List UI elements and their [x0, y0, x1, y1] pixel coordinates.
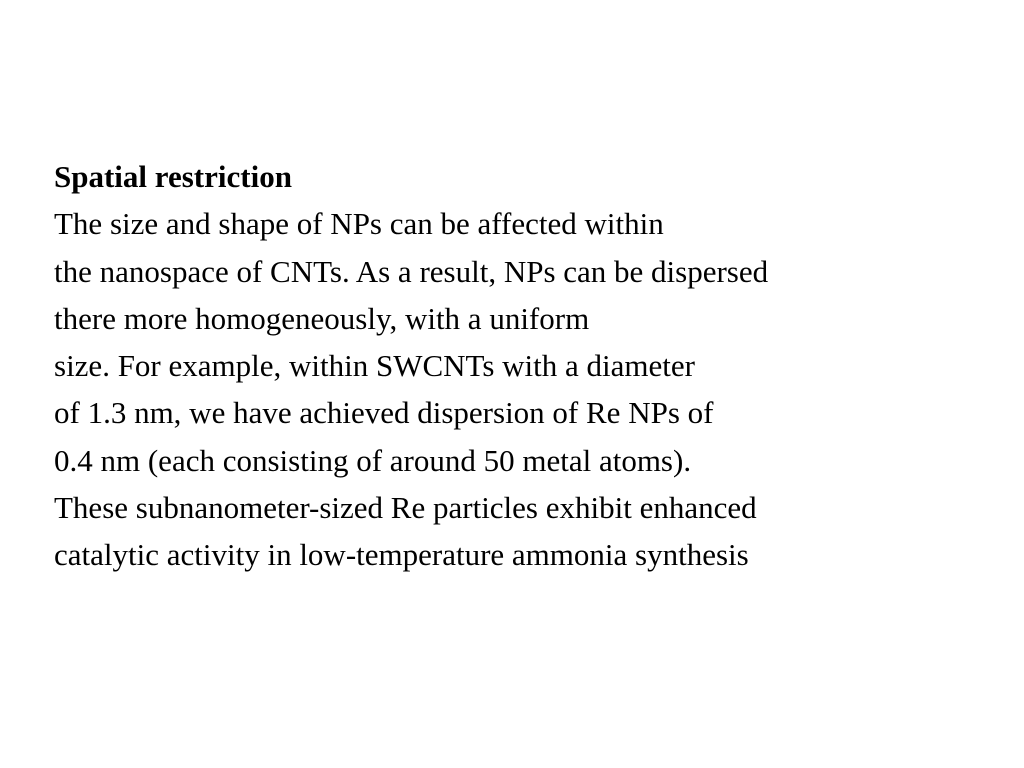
body-line-5: of 1.3 nm, we have achieved dispersion of Re NPs of	[54, 395, 714, 431]
body-line-2: the nanospace of CNTs. As a result, NPs can be dispersed	[54, 253, 769, 289]
body-line-1: The size and shape of NPs can be affected within	[54, 206, 664, 242]
body-line-7: These subnanometer-sized Re particles exhibit enhanced	[54, 490, 757, 526]
body-line-6: 0.4 nm (each consisting of around 50 metal atoms).	[54, 442, 692, 478]
slide-heading: Spatial restriction	[54, 159, 292, 194]
body-line-4: size. For example, within SWCNTs with a diameter	[54, 348, 695, 384]
body-line-8: catalytic activity in low-temperature ammonia synthesis	[54, 537, 749, 573]
slide-text-block	[54, 153, 1014, 579]
body-line-3: there more homogeneously, with a uniform	[54, 300, 590, 336]
